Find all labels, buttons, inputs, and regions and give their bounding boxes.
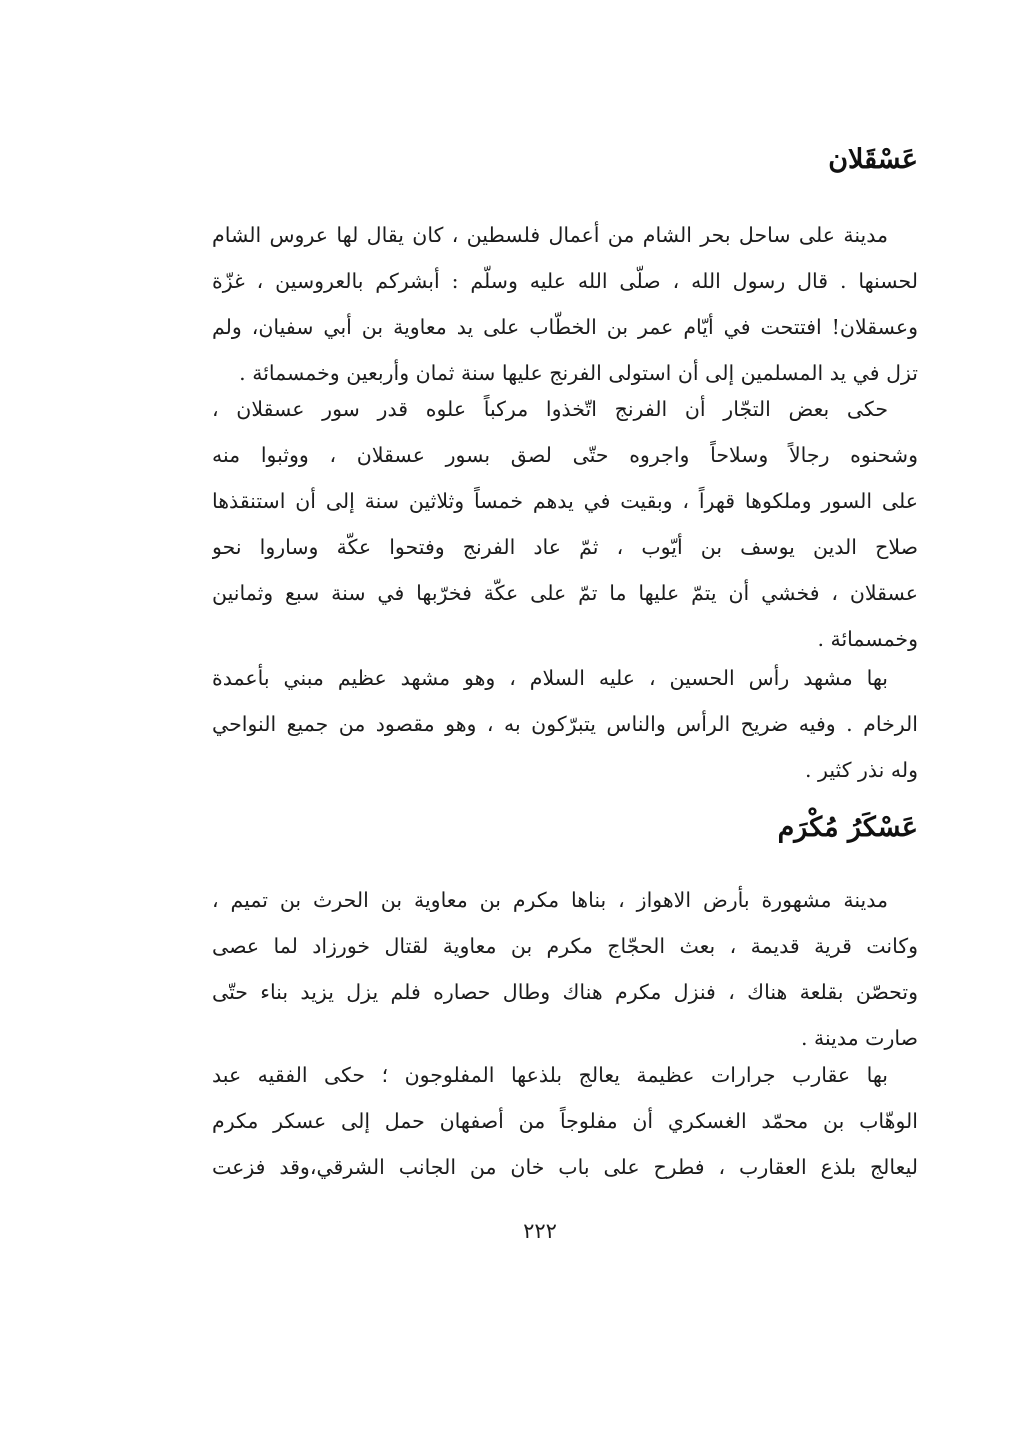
text-line: وشحنوه رجالاً وسلاحاً واجروه حتّى لصق بسور عسقلان ، ووثبوا منه xyxy=(212,443,918,467)
text-line: وكانت قرية قديمة ، بعث الحجّاج مكرم بن معاوية لقتال خورزاد لما عصى xyxy=(212,934,918,958)
text-line: عسقلان ، فخشي أن يتمّ عليها ما تمّ على عكّة فخرّبها في سنة سبع وثمانين xyxy=(212,581,918,605)
text-line: وتحصّن بقلعة هناك ، فنزل مكرم هناك وطال حصاره فلم يزل يزيد بناء حتّى xyxy=(212,980,918,1004)
text-line: الرخام . وفيه ضريح الرأس والناس يتبرّكون به ، وهو مقصود من جميع النواحي xyxy=(212,712,918,736)
paragraph-askar-mukram-scorpions xyxy=(212,1052,918,1190)
text-line: بها عقارب جرارات عظيمة يعالج بلذعها المفلوجون ؛ حكى الفقيه عبد xyxy=(212,1063,888,1087)
text-line: وخمسمائة . xyxy=(817,627,918,651)
paragraph-askar-mukram-description xyxy=(212,877,918,1061)
text-line: تزل في يد المسلمين إلى أن استولى الفرنج عليها سنة ثمان وأربعين وخمسمائة . xyxy=(239,361,918,385)
text-line: ليعالج بلذع العقارب ، فطرح على باب خان من الجانب الشرقي،وقد فزعت xyxy=(212,1155,918,1179)
text-line: بها مشهد رأس الحسين ، عليه السلام ، وهو مشهد عظيم مبني بأعمدة xyxy=(212,666,888,690)
text-line: صارت مدينة . xyxy=(800,1026,918,1050)
text-line: حكى بعض التجّار أن الفرنج اتّخذوا مركباً علوه قدر سور عسقلان ، xyxy=(212,397,888,421)
paragraph-asqalan-history xyxy=(212,386,918,662)
text-line: على السور وملكوها قهراً ، وبقيت في يدهم خمساً وثلاثين سنة إلى أن استنقذها xyxy=(212,489,918,513)
entry-title-asqalan: عَسْقَلان xyxy=(828,144,918,175)
page-number: ٢٢٢ xyxy=(523,1219,557,1243)
text-line: وعسقلان! افتتحت في أيّام عمر بن الخطّاب على يد معاوية بن أبي سفيان، ولم xyxy=(212,315,918,339)
text-line: مدينة مشهورة بأرض الاهواز ، بناها مكرم بن معاوية بن الحرث بن تميم ، xyxy=(212,888,888,912)
text-line: وله نذر كثير . xyxy=(804,758,918,782)
text-line: لحسنها . قال رسول الله ، صلّى الله عليه وسلّم : أبشركم بالعروسين ، غزّة xyxy=(212,269,918,293)
entry-title-askar-mukram: عَسْكَرُ مُكْرَم xyxy=(777,812,918,843)
text-line: مدينة على ساحل بحر الشام من أعمال فلسطين ، كان يقال لها عروس الشام xyxy=(212,223,888,247)
paragraph-asqalan-shrine xyxy=(212,655,918,793)
text-line: صلاح الدين يوسف بن أيّوب ، ثمّ عاد الفرنج وفتحوا عكّة وساروا نحو xyxy=(212,535,918,559)
text-line: الوهّاب بن محمّد الغسكري أن مفلوجاً من أصفهان حمل إلى عسكر مكرم xyxy=(212,1109,918,1133)
paragraph-asqalan-description xyxy=(212,212,918,396)
